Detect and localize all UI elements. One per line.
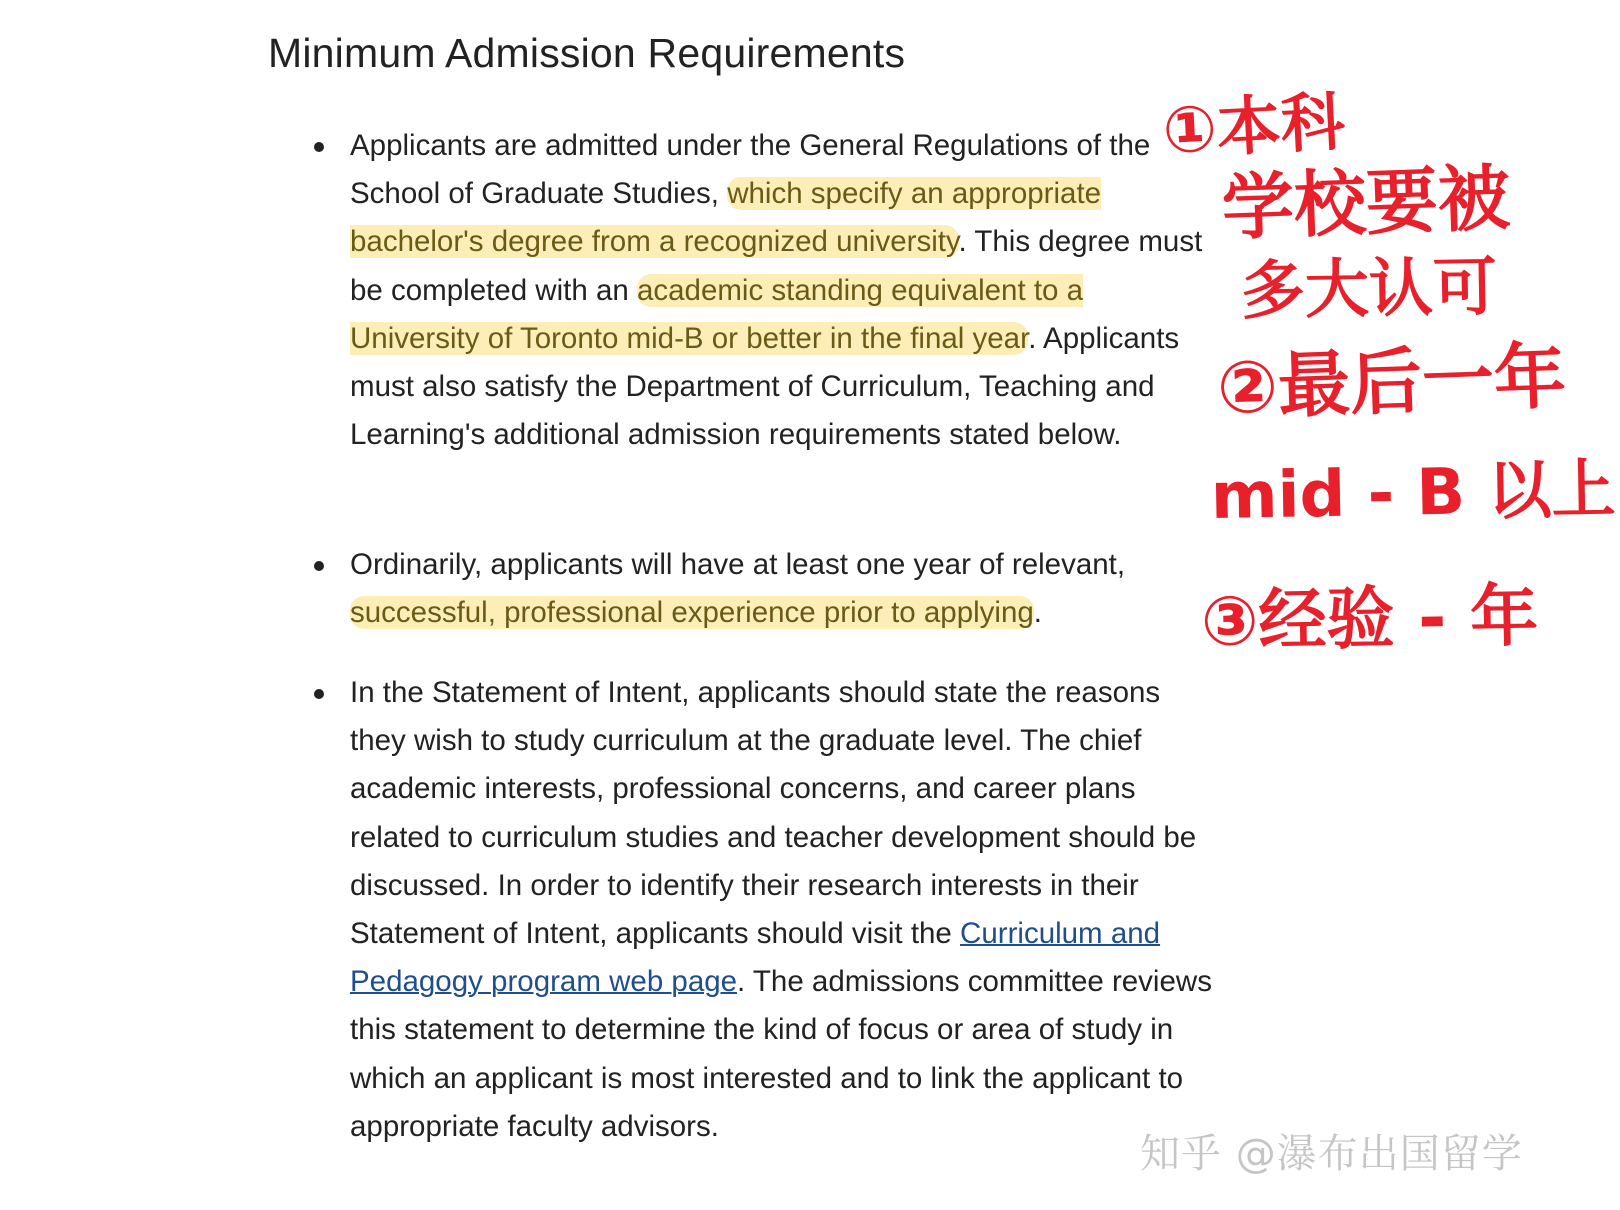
requirement-experience bbox=[350, 541, 1220, 637]
text-segment: Ordinarily, applicants will have at least one year of relevant, bbox=[350, 548, 1126, 581]
program-web-page-link[interactable]: Curriculum and Pedagogy program web page bbox=[350, 917, 1161, 999]
text-segment: . Applicants must also satisfy the Department of Curriculum, Teaching and Learning's additional admission requirements stated below. bbox=[350, 321, 1180, 452]
text-segment: . This degree must be completed with an bbox=[350, 225, 1203, 307]
watermark: 知乎 @瀑布出国留学 bbox=[1140, 1131, 1523, 1177]
annotation-undergrad: ①本科 bbox=[1160, 85, 1347, 169]
annotation-recognized-by-uoft: 多大认可 bbox=[1240, 250, 1498, 329]
annotation-experience: ③经验 - 年 bbox=[1200, 577, 1539, 662]
annotation-school-requirement: 学校要被 bbox=[1220, 155, 1512, 250]
annotation-final-year: ②最后一年 bbox=[1215, 333, 1568, 430]
text-segment: . The admissions committee reviews this statement to determine the kind of focus or area of study in which an applicant is most interested and to link the applicant to appropriate faculty advisors. bbox=[350, 965, 1212, 1143]
highlighted-text: which specify an appropriate bachelor's degree from a recognized university bbox=[350, 177, 1102, 259]
requirement-statement-of-intent bbox=[350, 669, 1220, 1151]
text-segment: Applicants are admitted under the General Regulations of the School of Graduate Studies, bbox=[350, 129, 1151, 211]
text-segment: . bbox=[1033, 596, 1042, 630]
page-title: Minimum Admission Requirements bbox=[268, 30, 906, 76]
requirement-degree bbox=[350, 122, 1220, 459]
text-segment: In the Statement of Intent, applicants should state the reasons they wish to study curriculum at the graduate level. The chief academic interests, professional concerns, and career plans related to curriculum studies and teacher development should be discussed. In order to identify their research interests in their Statement of Intent, applicants should visit the bbox=[350, 676, 1197, 951]
annotation-mid-b: mid - B 以上 bbox=[1210, 452, 1617, 534]
highlighted-text: successful, professional experience prior to applying bbox=[350, 596, 1034, 630]
highlighted-text: academic standing equivalent to a University of Toronto mid-B or better in the final year bbox=[350, 273, 1084, 355]
